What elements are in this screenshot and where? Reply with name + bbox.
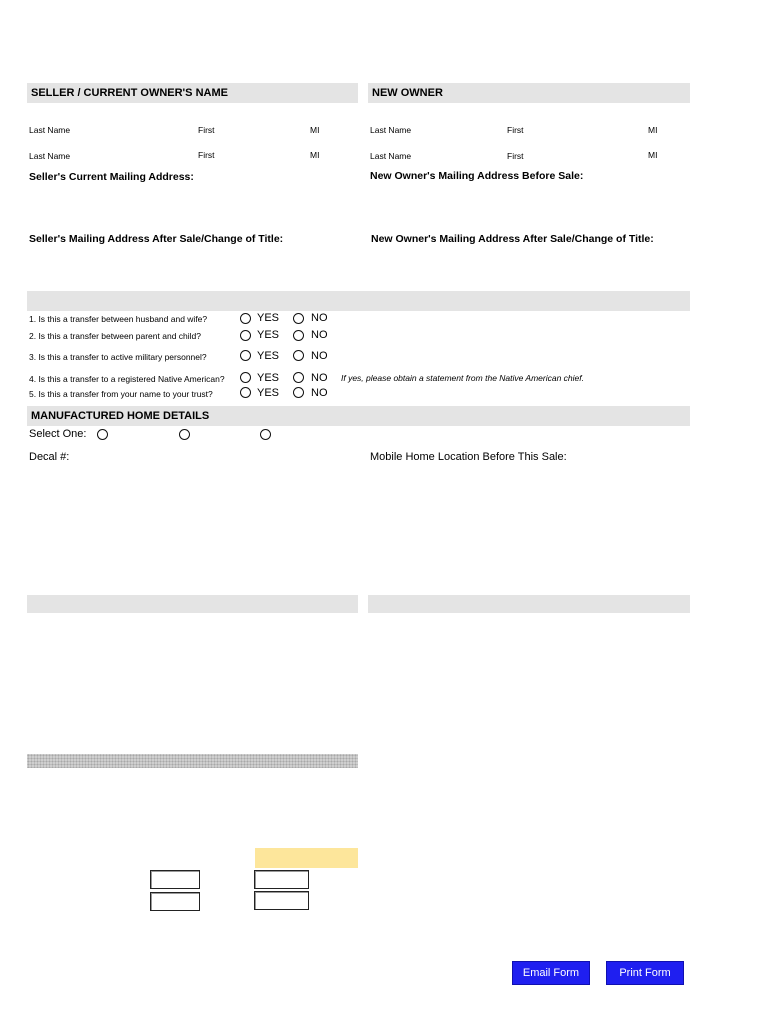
- seller-after-sale-address-label: Seller's Mailing Address After Sale/Change of Title:: [29, 233, 284, 245]
- left-lower-section-header: [27, 595, 358, 613]
- question-5-text: 5. Is this a transfer from your name to your trust?: [29, 389, 213, 399]
- new-owner-mi-label-2: MI: [648, 150, 658, 160]
- question-3-no-label: NO: [311, 350, 328, 362]
- home-type-radio-1[interactable]: [97, 429, 108, 440]
- input-box-right-2[interactable]: [254, 891, 309, 910]
- seller-mi-label-2: MI: [310, 150, 320, 160]
- question-4-no-radio[interactable]: [293, 372, 304, 383]
- question-2-text: 2. Is this a transfer between parent and child?: [29, 331, 201, 341]
- mobile-home-location-label: Mobile Home Location Before This Sale:: [370, 451, 567, 463]
- question-3-yes-radio[interactable]: [240, 350, 251, 361]
- question-1-yes-radio[interactable]: [240, 313, 251, 324]
- seller-first-name-label-1: First: [198, 125, 215, 135]
- manufactured-home-title: MANUFACTURED HOME DETAILS: [31, 410, 210, 422]
- seller-current-address-label: Seller's Current Mailing Address:: [29, 171, 194, 183]
- select-one-label: Select One:: [29, 428, 87, 440]
- new-owner-section-title: NEW OWNER: [372, 87, 443, 99]
- question-1-no-label: NO: [311, 312, 328, 324]
- question-3-text: 3. Is this a transfer to active military personnel?: [29, 352, 207, 362]
- input-box-left-1[interactable]: [150, 870, 200, 889]
- seller-mi-label-1: MI: [310, 125, 320, 135]
- native-american-note: If yes, please obtain a statement from the Native American chief.: [341, 373, 584, 383]
- new-owner-after-sale-address-label: New Owner's Mailing Address After Sale/Change of Title:: [371, 233, 654, 245]
- new-owner-last-name-label-1: Last Name: [370, 125, 412, 135]
- signature-section-header: [27, 754, 358, 768]
- manufactured-home-header: [27, 406, 690, 426]
- question-1-yes-label: YES: [257, 312, 280, 324]
- home-type-radio-3[interactable]: [260, 429, 271, 440]
- seller-section-title: SELLER / CURRENT OWNER'S NAME: [31, 87, 228, 99]
- new-owner-mi-label-1: MI: [648, 125, 658, 135]
- input-box-right-1[interactable]: [254, 870, 309, 889]
- highlighted-input-field[interactable]: [255, 848, 358, 868]
- question-3-yes-label: YES: [257, 350, 280, 362]
- question-2-no-label: NO: [311, 329, 328, 341]
- new-owner-before-sale-address-label: New Owner's Mailing Address Before Sale:: [370, 170, 584, 182]
- seller-section-header: [27, 83, 358, 103]
- question-4-yes-radio[interactable]: [240, 372, 251, 383]
- seller-last-name-label-1: Last Name: [29, 125, 71, 135]
- home-type-radio-2[interactable]: [179, 429, 190, 440]
- question-1-text: 1. Is this a transfer between husband and wife?: [29, 314, 208, 324]
- question-2-yes-radio[interactable]: [240, 330, 251, 341]
- question-5-no-label: NO: [311, 387, 328, 399]
- email-form-button[interactable]: Email Form: [512, 961, 590, 985]
- new-owner-last-name-label-2: Last Name: [370, 151, 412, 161]
- question-2-no-radio[interactable]: [293, 330, 304, 341]
- question-4-yes-label: YES: [257, 372, 280, 384]
- question-4-no-label: NO: [311, 372, 328, 384]
- new-owner-section-header: [368, 83, 690, 103]
- question-3-no-radio[interactable]: [293, 350, 304, 361]
- question-5-yes-label: YES: [257, 387, 280, 399]
- question-4-text: 4. Is this a transfer to a registered Native American?: [29, 374, 225, 384]
- seller-first-name-label-2: First: [198, 150, 215, 160]
- transfer-questions-header: [27, 291, 690, 311]
- question-1-no-radio[interactable]: [293, 313, 304, 324]
- question-5-no-radio[interactable]: [293, 387, 304, 398]
- decal-label: Decal #:: [29, 451, 70, 463]
- new-owner-first-name-label-1: First: [507, 125, 524, 135]
- right-lower-section-header: [368, 595, 690, 613]
- print-form-button[interactable]: Print Form: [606, 961, 684, 985]
- question-5-yes-radio[interactable]: [240, 387, 251, 398]
- question-2-yes-label: YES: [257, 329, 280, 341]
- input-box-left-2[interactable]: [150, 892, 200, 911]
- seller-last-name-label-2: Last Name: [29, 151, 71, 161]
- new-owner-first-name-label-2: First: [507, 151, 524, 161]
